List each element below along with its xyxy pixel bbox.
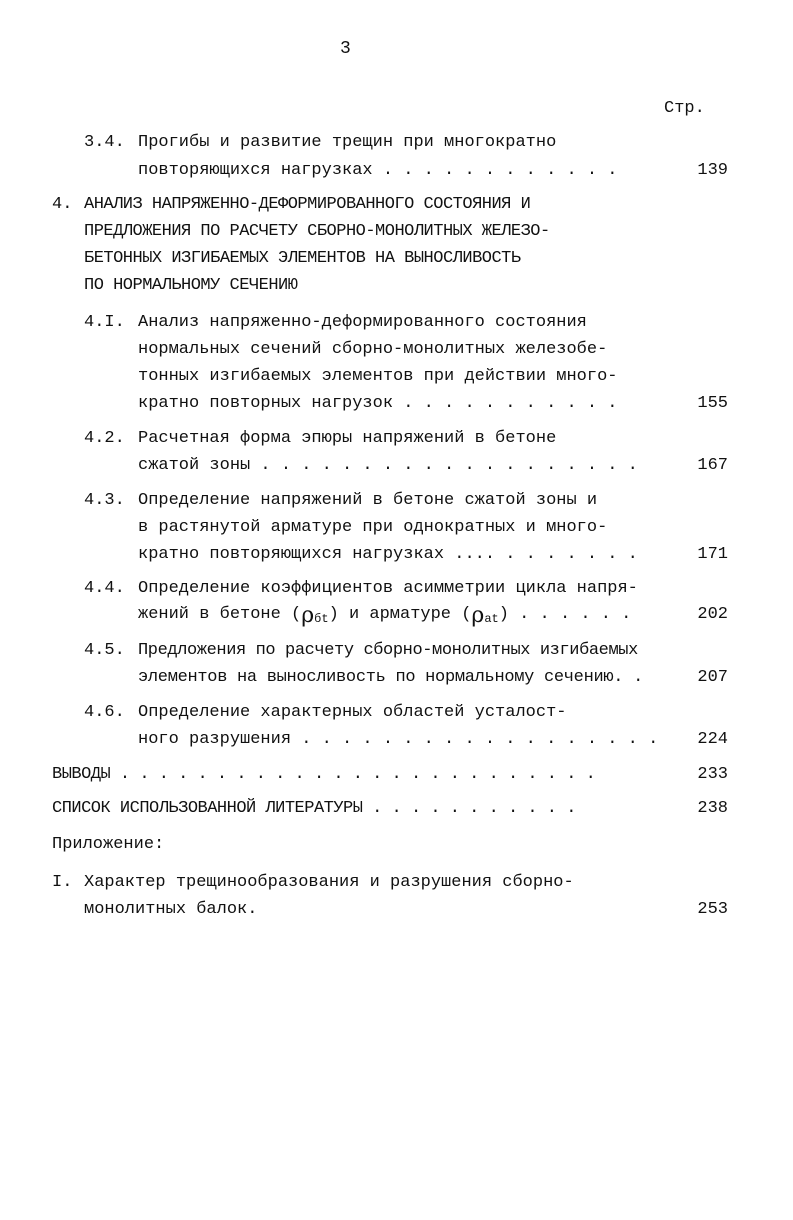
subscript-bt: бt	[314, 612, 329, 626]
rho-symbol: ρ	[471, 603, 485, 628]
toc-entry-number: 4.4.	[84, 579, 125, 598]
toc-entry-line: сжатой зоны . . . . . . . . . . . . . . . . . . .	[138, 456, 638, 475]
toc-entry-number: 4.6.	[84, 703, 125, 722]
toc-page-number: 155	[697, 394, 728, 413]
toc-entry-number: 4.2.	[84, 429, 125, 448]
subscript-at: at	[484, 612, 499, 626]
toc-entry-line: кратно повторяющихся нагрузках .... . . . . . . .	[138, 545, 638, 564]
toc-entry-line: Расчетная форма эпюры напряжений в бетоне	[138, 429, 557, 448]
toc-text: ) и арматуре (	[328, 605, 472, 624]
rho-symbol: ρ	[301, 603, 315, 628]
toc-entry-number: I.	[52, 873, 73, 892]
toc-entry-line: Предложения по расчету сборно-монолитных изгибаемых	[138, 641, 638, 660]
toc-chapter-line: БЕТОННЫХ ИЗГИБАЕМЫХ ЭЛЕМЕНТОВ НА ВЫНОСЛИВОСТЬ	[84, 249, 521, 268]
toc-page-number: 171	[697, 545, 728, 564]
toc-entry-line: Характер трещинообразования и разрушения сборно-	[84, 873, 574, 892]
toc-chapter-line: ПРЕДЛОЖЕНИЯ ПО РАСЧЕТУ СБОРНО-МОНОЛИТНЫХ ЖЕЛЕЗО-	[84, 222, 550, 241]
toc-page-number: 253	[697, 900, 728, 919]
toc-page-number: 207	[697, 668, 728, 687]
toc-entry-line: ВЫВОДЫ . . . . . . . . . . . . . . . . . . . . . . . . .	[52, 765, 596, 784]
toc-chapter-line: ПО НОРМАЛЬНОМУ СЕЧЕНИЮ	[84, 276, 298, 295]
page-column-header: Стр.	[664, 99, 705, 118]
toc-entry-line-with-formula	[138, 602, 631, 632]
toc-entry-line: Анализ напряженно-деформированного состояния	[138, 313, 587, 332]
toc-entry-line: СПИСОК ИСПОЛЬЗОВАННОЙ ЛИТЕРАТУРЫ . . . . . . . . . . .	[52, 799, 576, 818]
toc-entry-line: монолитных балок.	[84, 900, 258, 919]
toc-entry-line: Определение характерных областей усталост-	[138, 703, 567, 722]
toc-entry-line: элементов на выносливость по нормальному сечению. .	[138, 668, 643, 687]
page-number: 3	[340, 39, 351, 59]
toc-entry-number: 3.4.	[84, 133, 125, 152]
toc-entry-line: Определение коэффициентов асимметрии цикла напря-	[138, 579, 638, 598]
toc-page-number: 202	[697, 605, 728, 624]
toc-chapter-line: АНАЛИЗ НАПРЯЖЕННО-ДЕФОРМИРОВАННОГО СОСТОЯНИЯ И	[84, 195, 531, 214]
toc-page-number: 139	[697, 161, 728, 180]
toc-entry-line: в растянутой арматуре при однократных и много-	[138, 518, 608, 537]
toc-entry-line: кратно повторных нагрузок . . . . . . . . . . .	[138, 394, 618, 413]
toc-text: жений в бетоне (	[138, 605, 302, 624]
toc-entry-line: повторяющихся нагрузках . . . . . . . . . . . .	[138, 161, 618, 180]
toc-entry-line: Прогибы и развитие трещин при многократно	[138, 133, 557, 152]
toc-entry-number: 4.I.	[84, 313, 125, 332]
toc-entry-number: 4.5.	[84, 641, 125, 660]
toc-entry-line: тонных изгибаемых элементов при действии много-	[138, 367, 618, 386]
toc-text: ) . . . . . .	[498, 605, 632, 624]
toc-entry-line: ного разрушения . . . . . . . . . . . . . . . . . .	[138, 730, 659, 749]
toc-page-number: 167	[697, 456, 728, 475]
toc-page-number: 238	[697, 799, 728, 818]
toc-page-number: 233	[697, 765, 728, 784]
toc-page-number: 224	[697, 730, 728, 749]
toc-entry-line: нормальных сечений сборно-монолитных железобе-	[138, 340, 608, 359]
toc-entry-number: 4.	[52, 195, 73, 214]
toc-entry-number: 4.3.	[84, 491, 125, 510]
toc-entry-line: Определение напряжений в бетоне сжатой зоны и	[138, 491, 598, 510]
toc-appendix-heading: Приложение:	[52, 835, 165, 854]
